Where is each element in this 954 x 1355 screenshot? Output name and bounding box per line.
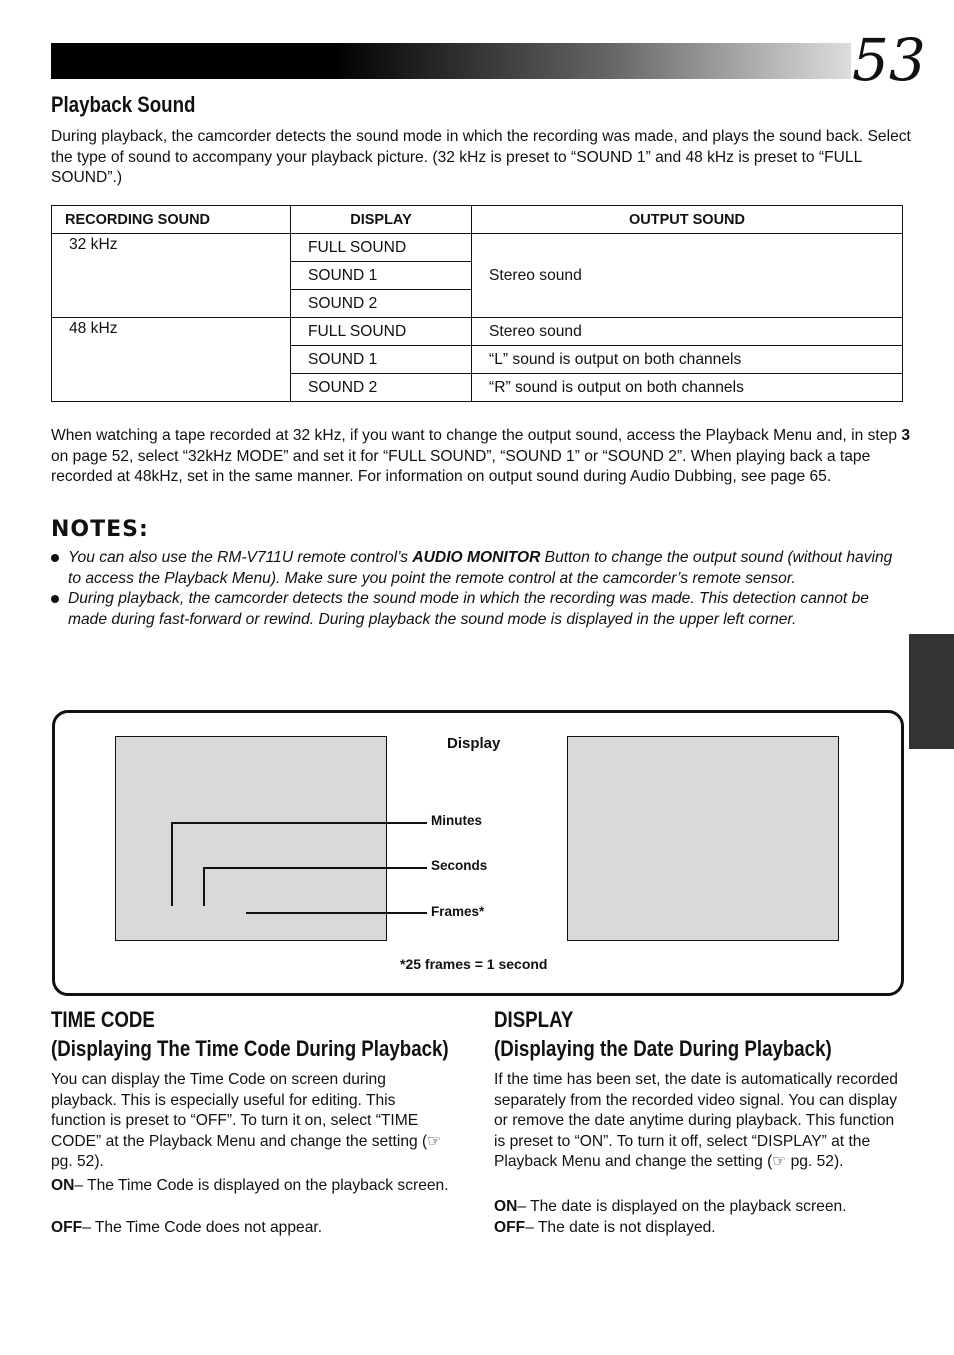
playback-sound-intro: During playback, the camcorder detects the sound mode in which the recording was made, and plays the sound back. Select the type of sound to accompany your playback picture. (32 kHz is preset to “SOUND 1” and 48 kHz is preset to “FULL SOUND”.) bbox=[51, 128, 911, 186]
note-item bbox=[51, 548, 906, 589]
header-gradient-bar bbox=[51, 43, 851, 79]
table-cell: SOUND 1 bbox=[291, 262, 472, 290]
display-off-item bbox=[494, 1218, 904, 1239]
body-text: You can display the Time Code on screen during playback. This is especially useful for editing. This function is preset to “OFF”. To turn it on, select “TIME CODE” at the Playback Menu and change the setting ( bbox=[51, 1071, 428, 1150]
body-text: pg. 52). bbox=[786, 1153, 844, 1170]
side-tab-marker bbox=[909, 634, 954, 749]
frames-callout-line bbox=[246, 912, 427, 914]
section-title-display: DISPLAY bbox=[494, 1007, 574, 1032]
table-cell: SOUND 2 bbox=[291, 290, 472, 318]
body-text: pg. 52). bbox=[51, 1153, 104, 1170]
minutes-callout-line bbox=[171, 822, 427, 824]
section-subtitle-display: (Displaying the Date During Playback) bbox=[494, 1036, 832, 1061]
notes-heading: NOTES: bbox=[51, 517, 149, 542]
note-text: Button to change the output sound (without having to access the Playback Menu). Make sure you point the remote control at the camcorder’s remote sensor. bbox=[68, 549, 893, 587]
table-cell: Stereo sound bbox=[472, 234, 903, 318]
seconds-callout-line bbox=[203, 867, 205, 906]
note-text: You can also use the RM-V711U remote control’s bbox=[68, 549, 413, 566]
minutes-label: Minutes bbox=[431, 813, 483, 828]
time-code-body bbox=[51, 1070, 451, 1173]
table-cell: SOUND 2 bbox=[291, 374, 472, 402]
option-text: – The date is displayed on the playback screen. bbox=[517, 1198, 847, 1215]
table-header: OUTPUT SOUND bbox=[472, 206, 903, 234]
table-cell: 32 kHz bbox=[52, 234, 291, 318]
option-text: – The Time Code is displayed on the playback screen. bbox=[74, 1177, 449, 1194]
seconds-label: Seconds bbox=[431, 858, 488, 873]
table-cell: Stereo sound bbox=[472, 318, 903, 346]
option-label: OFF bbox=[494, 1219, 526, 1236]
frames-footnote: *25 frames = 1 second bbox=[400, 956, 548, 972]
note-text: During playback, the camcorder detects the sound mode in which the recording was made. This detection cannot be made during fast-forward or rewind. During playback the sound mode is displayed in the upper left corner. bbox=[68, 590, 869, 628]
section-subtitle-time-code: (Displaying The Time Code During Playback) bbox=[51, 1036, 449, 1061]
table-cell: FULL SOUND bbox=[291, 318, 472, 346]
time-code-off-item bbox=[51, 1218, 451, 1239]
screen-illustration-right bbox=[567, 736, 839, 941]
option-label: OFF bbox=[51, 1219, 83, 1236]
option-text: – The date is not displayed. bbox=[525, 1219, 716, 1236]
pointing-hand-icon: ☞ bbox=[772, 1153, 787, 1170]
playback-sound-paragraph bbox=[51, 426, 911, 488]
step-number: 3 bbox=[901, 427, 911, 444]
table-cell: 48 kHz bbox=[52, 318, 291, 402]
section-title-time-code: TIME CODE bbox=[51, 1007, 155, 1032]
table-row bbox=[52, 234, 903, 262]
sound-table bbox=[51, 205, 903, 402]
option-label: ON bbox=[494, 1198, 518, 1215]
table-cell: “L” sound is output on both channels bbox=[472, 346, 903, 374]
frames-label: Frames* bbox=[431, 904, 485, 919]
para-text: When watching a tape recorded at 32 kHz, if you want to change the output sound, access the Playback Menu and, in step bbox=[51, 427, 902, 444]
table-cell: SOUND 1 bbox=[291, 346, 472, 374]
page-number: 53 bbox=[852, 26, 926, 94]
table-header-row bbox=[52, 206, 903, 234]
note-button-name: AUDIO MONITOR bbox=[412, 549, 541, 566]
pointing-hand-icon: ☞ bbox=[427, 1132, 442, 1150]
para-text: on page 52, select “32kHz MODE” and set it for “FULL SOUND”, “SOUND 1” or “SOUND 2”. When playing back a tape recorded at 48kHz, set in the same manner. For information on output sound during Audio Dubbing, see page 65. bbox=[51, 447, 871, 485]
screen-illustration-left bbox=[115, 736, 387, 941]
note-item bbox=[51, 589, 906, 630]
bullet-icon bbox=[51, 554, 59, 562]
bullet-icon bbox=[51, 595, 59, 603]
option-label: ON bbox=[51, 1177, 75, 1194]
option-text: – The Time Code does not appear. bbox=[82, 1219, 323, 1236]
body-text: If the time has been set, the date is automatically recorded separately from the recorded video signal. You can display or remove the date anytime during playback. This function is preset to “ON”. To turn it off, select “DISPLAY” at the Playback Menu and change the setting ( bbox=[494, 1071, 898, 1170]
seconds-callout-line bbox=[203, 867, 427, 869]
display-on-item bbox=[494, 1197, 904, 1218]
table-cell: FULL SOUND bbox=[291, 234, 472, 262]
table-row bbox=[52, 318, 903, 346]
minutes-callout-line bbox=[171, 822, 173, 906]
display-body bbox=[494, 1070, 904, 1173]
table-cell: “R” sound is output on both channels bbox=[472, 374, 903, 402]
table-header: DISPLAY bbox=[291, 206, 472, 234]
section-title-playback-sound: Playback Sound bbox=[51, 92, 196, 117]
display-label: Display bbox=[447, 735, 501, 752]
table-header: RECORDING SOUND bbox=[52, 206, 291, 234]
time-code-on-item bbox=[51, 1176, 451, 1197]
